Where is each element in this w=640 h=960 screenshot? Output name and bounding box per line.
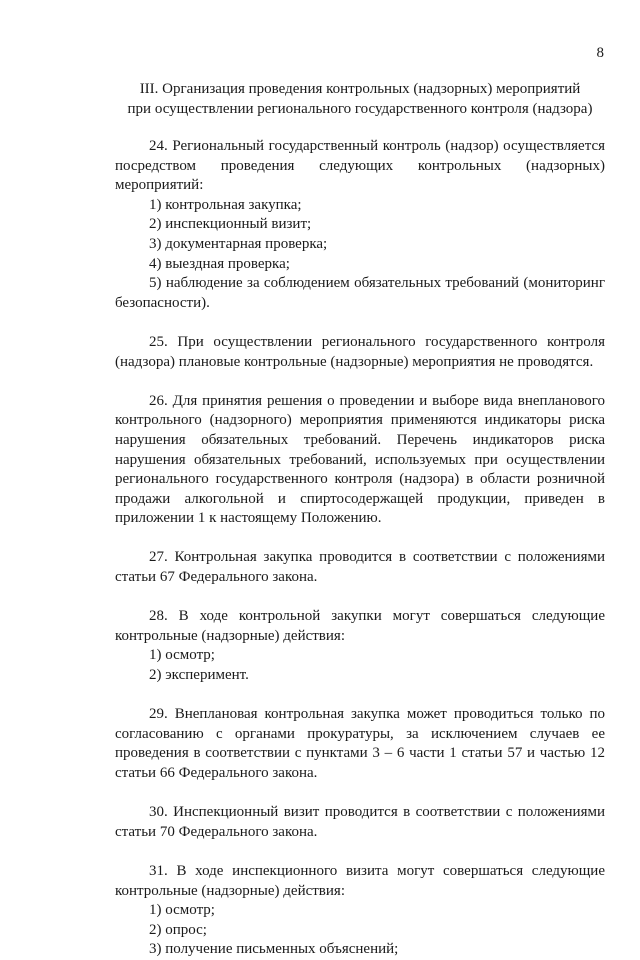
paragraph-30: 30. Инспекционный визит проводится в соответствии с положениями статьи 70 Федерального закона.: [115, 804, 605, 840]
list-item: 2) опрос;: [149, 921, 207, 938]
list-item: 3) получение письменных объяснений;: [149, 941, 399, 958]
section-title-line-1: III. Организация проведения контрольных (надзорных) мероприятий: [139, 81, 581, 97]
list-item: 1) осмотр;: [149, 647, 215, 664]
paragraph-28: 28. В ходе контрольной закупки могут совершаться следующие контрольные (надзорные) действия:: [115, 608, 605, 644]
section-title-line-2: при осуществлении регионального государственного контроля (надзора): [127, 101, 593, 117]
paragraph-31: 31. В ходе инспекционного визита могут совершаться следующие контрольные (надзорные) действия:: [115, 862, 605, 899]
paragraph-29: 29. Внеплановая контрольная закупка может проводиться только по согласованию с органами прокуратуры, за исключением случаев ее проведения в соответствии с пунктами 3 – 6 части 1 статьи 57 и частью 12 статьи 66 Федерального закона.: [115, 706, 605, 781]
list-item: 1) контрольная закупка;: [149, 196, 302, 213]
list-item: 2) эксперимент.: [149, 667, 249, 684]
page-number: 8: [596, 45, 604, 61]
paragraph-25: 25. При осуществлении регионального государственного контроля (надзора) плановые контрольные (надзорные) мероприятия не проводятся.: [115, 333, 605, 370]
list-item: 2) инспекционный визит;: [149, 216, 312, 233]
paragraph-24: 24. Региональный государственный контроль (надзор) осуществляется посредством проведения следующих контрольных (надзорных) мероприятий:: [115, 138, 605, 194]
paragraph-27: 27. Контрольная закупка проводится в соответствии с положениями статьи 67 Федерального закона.: [115, 549, 605, 586]
list-item: 4) выездная проверка;: [149, 255, 290, 272]
section-title: [0, 79, 640, 119]
list-item: 1) осмотр;: [149, 902, 215, 919]
paragraph-26: 26. Для принятия решения о проведении и выборе вида внепланового контрольного (надзорного) мероприятия применяются индикаторы риска нарушения обязательных требований. Перечень индикаторов риска нарушения обязательных требований, используемых при осуществлении регионального государственного контроля (надзора) в области розничной продажи алкогольной и спиртосодержащей продукции, приведен в приложении 1 к настоящему Положению.: [115, 392, 605, 527]
list-item: 5) наблюдение за соблюдением обязательных требований (мониторинг безопасности).: [115, 275, 605, 311]
document-body: [115, 137, 605, 960]
list-item: 3) документарная проверка;: [149, 235, 328, 252]
